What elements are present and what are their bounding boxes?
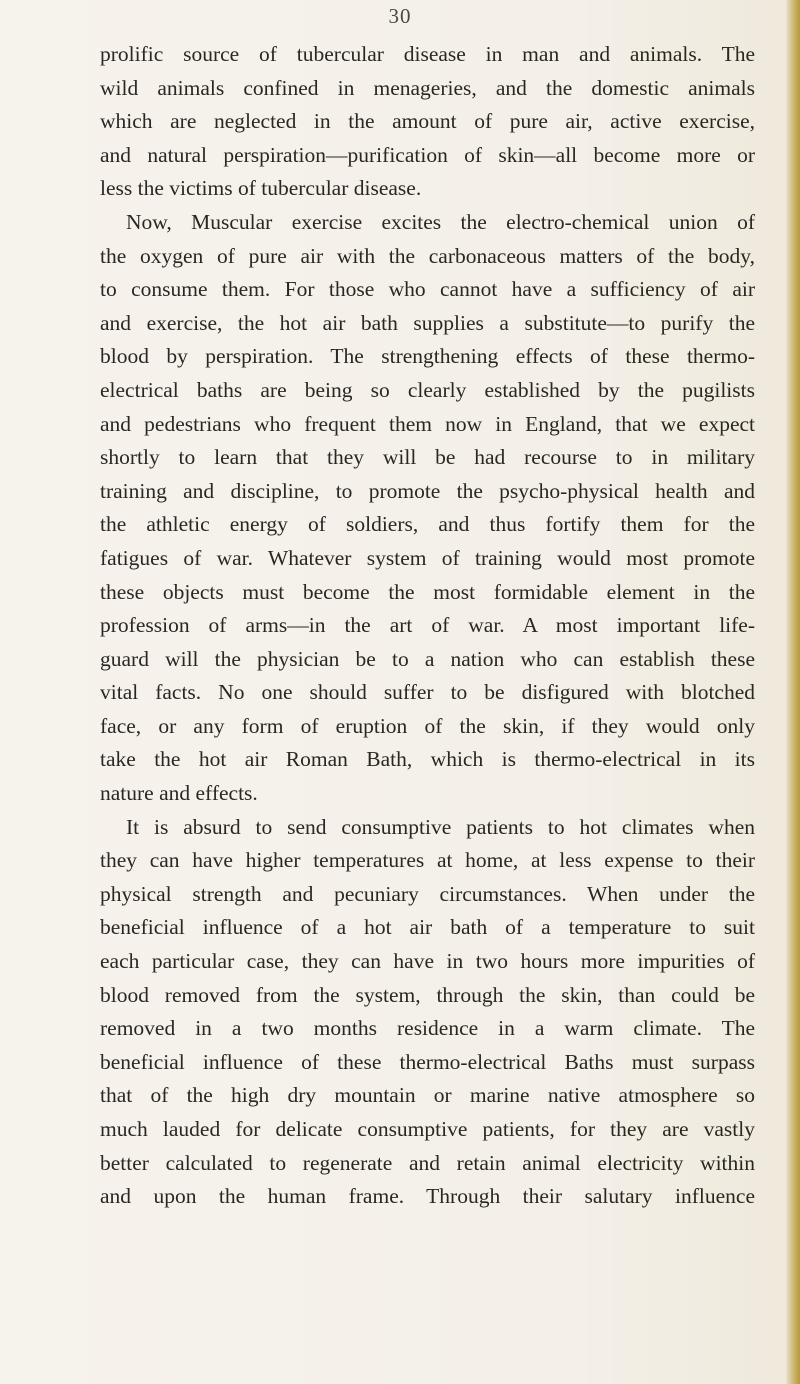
text-line: profession of arms—in the art of war. A most important life- bbox=[100, 613, 755, 638]
text-line: they can have higher temperatures at home, at less expense to their bbox=[100, 848, 755, 873]
text-line: to consume them. For those who cannot have a sufficiency of air bbox=[100, 277, 755, 302]
text-line: face, or any form of eruption of the skin, if they would only bbox=[100, 713, 755, 738]
text-line: and pedestrians who frequent them now in England, that we expect bbox=[100, 411, 755, 436]
text-line: shortly to learn that they will be had recourse to in military bbox=[100, 445, 755, 470]
text-line: less the victims of tubercular disease. bbox=[100, 176, 422, 201]
text-line: nature and effects. bbox=[100, 781, 258, 806]
text-line: wild animals confined in menageries, and the domestic animals bbox=[100, 75, 755, 100]
text-line: better calculated to regenerate and retain animal electricity within bbox=[100, 1150, 755, 1175]
page-edge bbox=[786, 0, 800, 1384]
text-line: guard will the physician be to a nation who can establish these bbox=[100, 646, 755, 671]
text-line: that of the high dry mountain or marine native atmosphere so bbox=[100, 1083, 755, 1108]
text-line: blood by perspiration. The strengthening effects of these thermo- bbox=[100, 344, 755, 369]
text-line: the oxygen of pure air with the carbonaceous matters of the body, bbox=[100, 243, 755, 268]
text-line: beneficial influence of these thermo-electrical Baths must surpass bbox=[100, 1049, 755, 1074]
text-line: blood removed from the system, through the skin, than could be bbox=[100, 982, 755, 1007]
text-line: and upon the human frame. Through their salutary influence bbox=[100, 1184, 755, 1209]
text-line: physical strength and pecuniary circumstances. When under the bbox=[100, 881, 755, 906]
text-line: It is absurd to send consumptive patients to hot climates when bbox=[126, 814, 755, 839]
body-text bbox=[100, 38, 755, 1214]
text-line: Now, Muscular exercise excites the electro-chemical union of bbox=[126, 209, 755, 234]
page-number: 30 bbox=[388, 4, 412, 28]
text-line: electrical baths are being so clearly established by the pugilists bbox=[100, 377, 755, 402]
text-line: take the hot air Roman Bath, which is thermo-electrical in its bbox=[100, 747, 755, 772]
text-line: beneficial influence of a hot air bath of a temperature to suit bbox=[100, 915, 755, 940]
text-line: training and discipline, to promote the psycho-physical health and bbox=[100, 478, 755, 503]
text-line: much lauded for delicate consumptive patients, for they are vastly bbox=[100, 1117, 755, 1141]
text-line: the athletic energy of soldiers, and thus fortify them for the bbox=[100, 512, 755, 537]
text-line: prolific source of tubercular disease in man and animals. The bbox=[100, 42, 755, 66]
text-line: which are neglected in the amount of pure air, active exercise, bbox=[100, 109, 755, 134]
text-line: each particular case, they can have in two hours more impurities of bbox=[100, 949, 755, 974]
text-line: these objects must become the most formidable element in the bbox=[100, 579, 755, 604]
text-line: removed in a two months residence in a warm climate. The bbox=[100, 1016, 755, 1041]
text-line: vital facts. No one should suffer to be disfigured with blotched bbox=[100, 680, 755, 705]
text-line: and exercise, the hot air bath supplies a substitute—to purify the bbox=[100, 310, 755, 335]
text-line: and natural perspiration—purification of skin—all become more or bbox=[100, 142, 755, 167]
text-line: fatigues of war. Whatever system of training would most promote bbox=[100, 545, 755, 570]
